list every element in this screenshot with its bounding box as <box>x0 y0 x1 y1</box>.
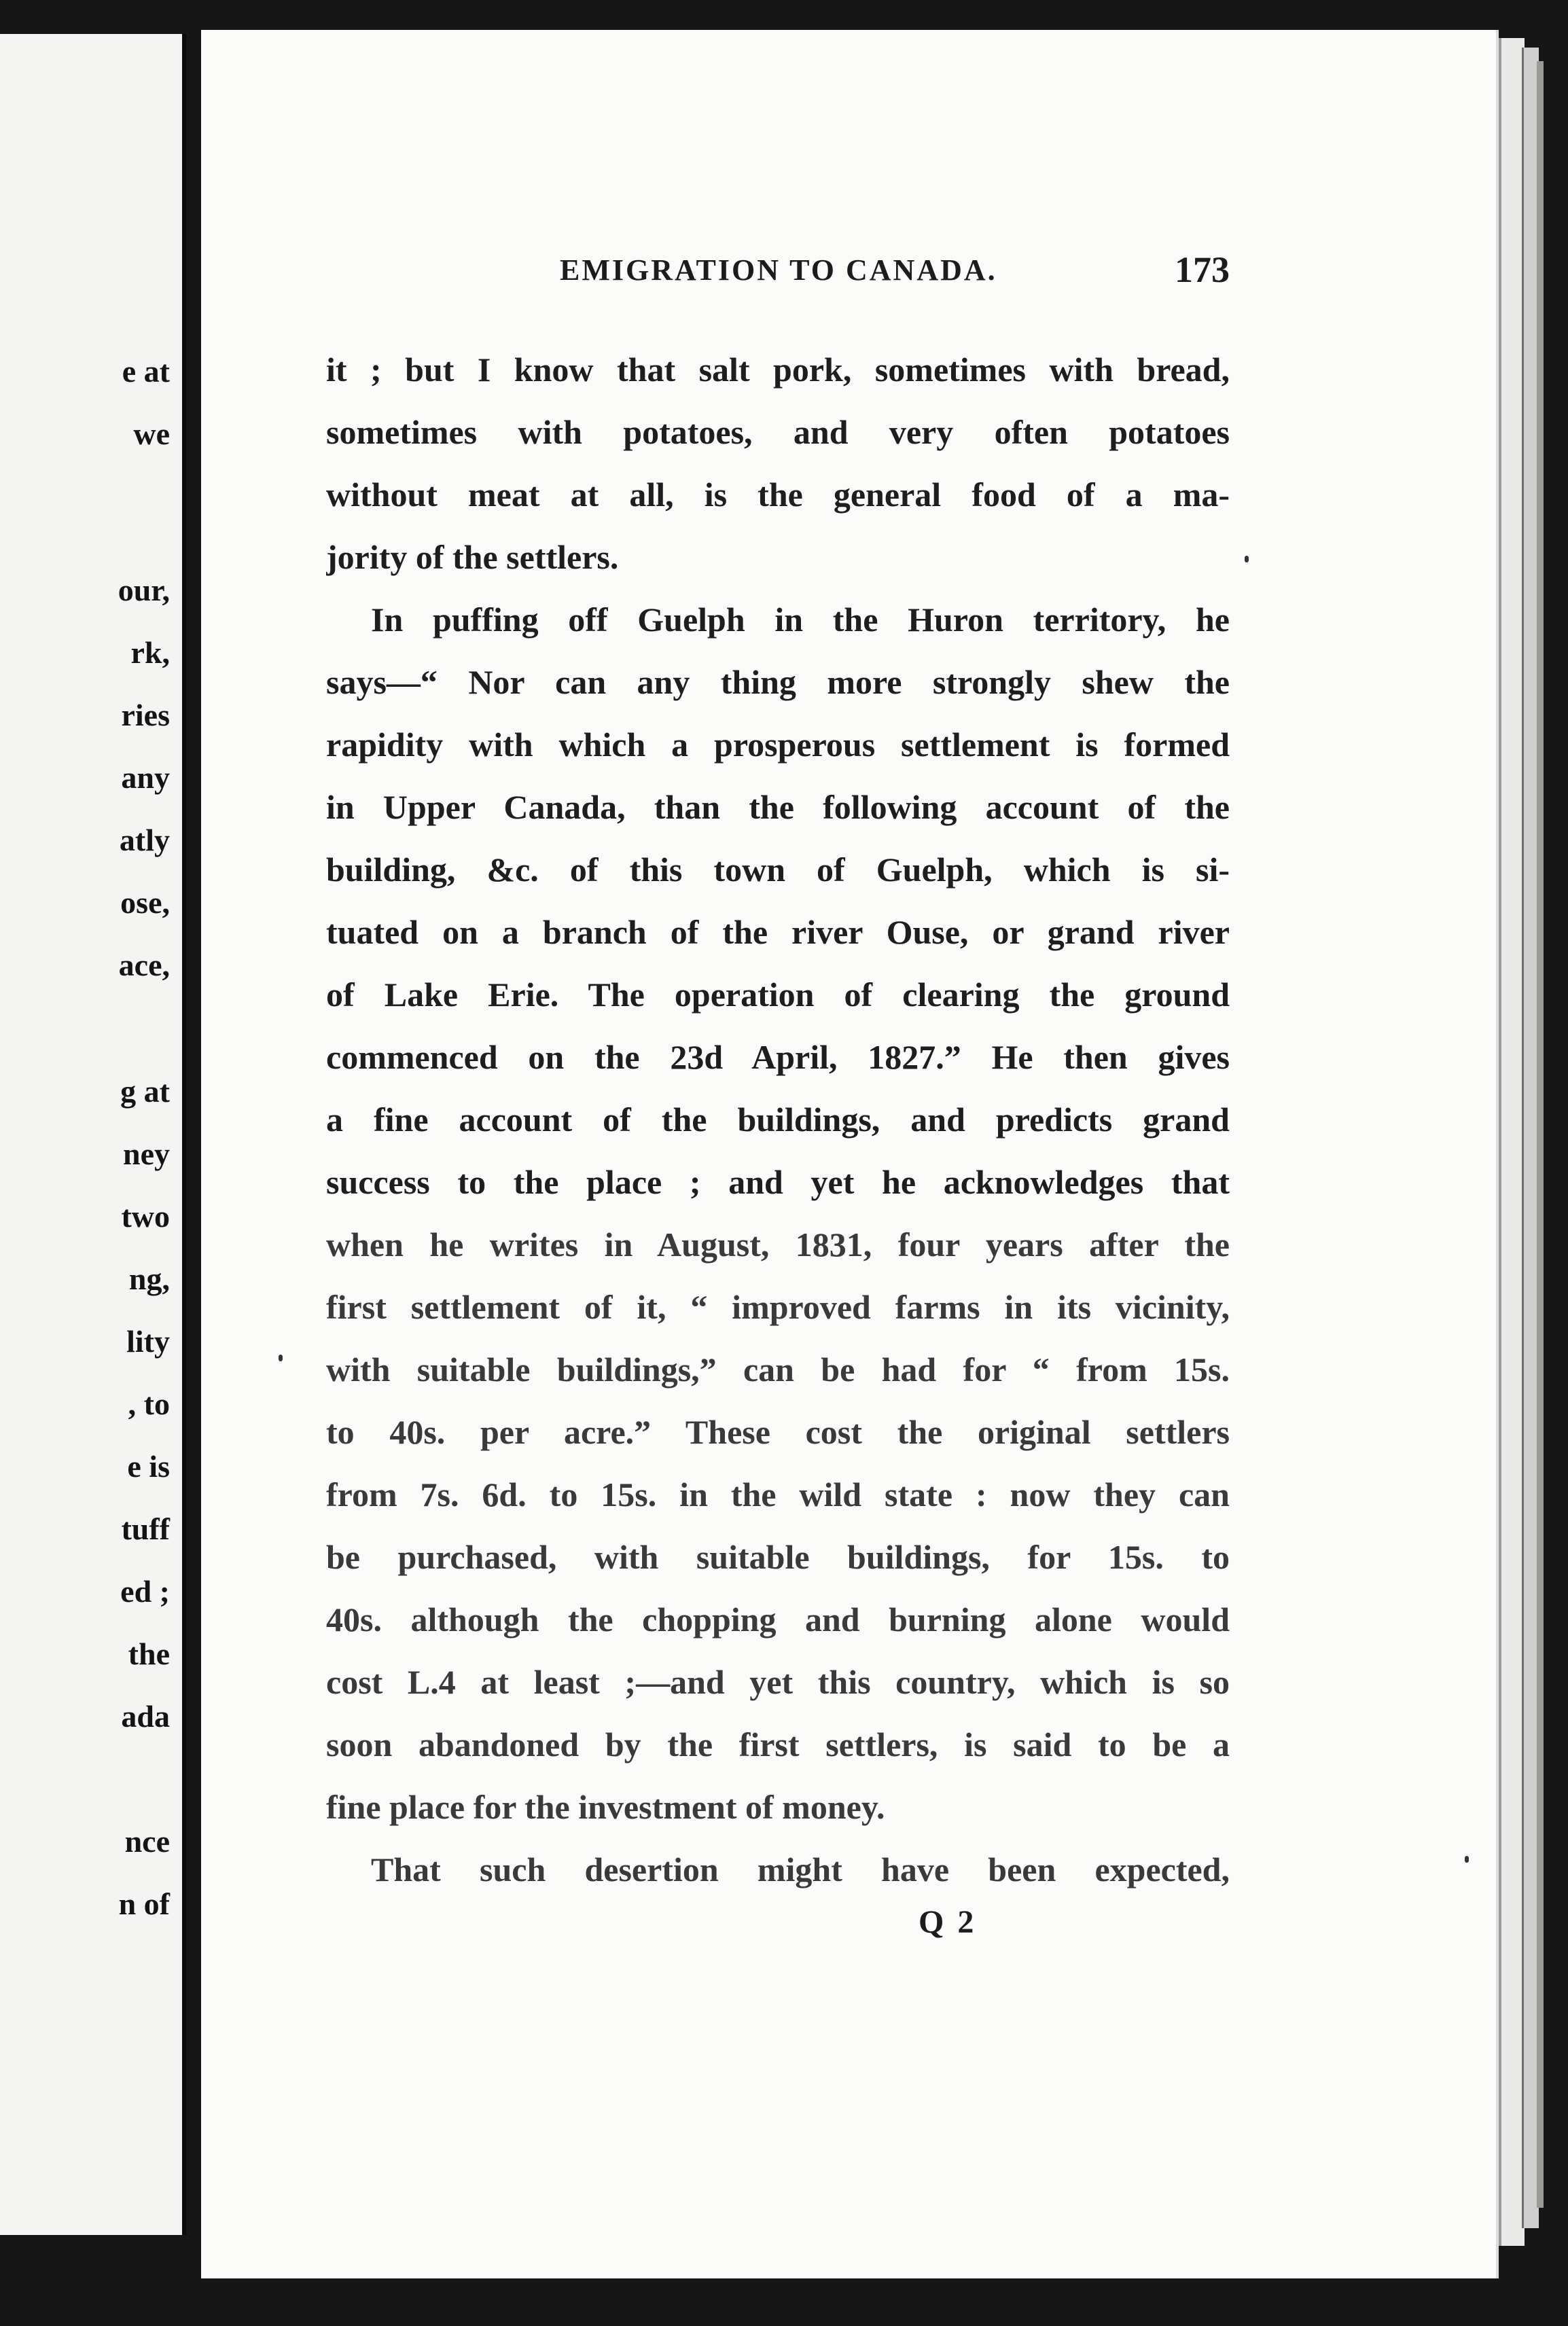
facing-line: atly <box>119 823 170 857</box>
facing-line: tuff <box>121 1511 170 1546</box>
text-line: from 7s. 6d. to 15s. in the wild state : now they can <box>326 1475 1230 1514</box>
text-line: with suitable buildings,” can be had for “ from 15s. <box>326 1350 1230 1389</box>
text-line: building, &c. of this town of Guelph, which is si- <box>326 851 1230 889</box>
text-line: without meat at all, is the general food of a ma- <box>326 476 1230 514</box>
text-line: fine place for the investment of money. <box>326 1788 885 1826</box>
facing-line: ng, <box>128 1262 170 1296</box>
text-line: 40s. although the chopping and burning alone would <box>326 1600 1230 1639</box>
text-line: to 40s. per acre.” These cost the original settlers <box>326 1413 1230 1451</box>
text-line: tuated on a branch of the river Ouse, or grand river <box>326 913 1230 951</box>
text-line: it ; but I know that salt pork, sometimes with bread, <box>326 351 1230 389</box>
facing-page-fragment <box>0 34 186 2235</box>
facing-line: we <box>133 416 170 451</box>
text-line: says—“ Nor can any thing more strongly shew the <box>326 663 1230 701</box>
page-body <box>326 338 1230 1901</box>
page-number: 173 <box>1175 249 1230 290</box>
text-line: be purchased, with suitable buildings, for 15s. to <box>326 1538 1230 1576</box>
running-head: EMIGRATION TO CANADA. <box>560 253 997 287</box>
facing-line: e at <box>122 354 170 389</box>
facing-line: rk, <box>130 635 170 670</box>
facing-line: ose, <box>120 885 170 920</box>
text-line: when he writes in August, 1831, four years after the <box>326 1225 1230 1264</box>
text-line: rapidity with which a prosperous settlement is formed <box>326 726 1230 764</box>
facing-line: our, <box>118 573 170 607</box>
facing-line: the <box>128 1636 170 1671</box>
text-line: a fine account of the buildings, and predicts grand <box>326 1101 1230 1139</box>
page-edge <box>1499 38 1525 2246</box>
text-line: commenced on the 23d April, 1827.” He then gives <box>326 1038 1230 1076</box>
page-edge <box>1537 61 1544 2208</box>
text-line: cost L.4 at least ;—and yet this country, which is so <box>326 1663 1230 1701</box>
facing-line: any <box>121 760 170 795</box>
facing-line: ries <box>121 698 170 732</box>
facing-line: nce <box>124 1824 170 1859</box>
text-line: first settlement of it, “ improved farms in its vicinity, <box>326 1288 1230 1326</box>
text-line: of Lake Erie. The operation of clearing the ground <box>326 976 1230 1014</box>
facing-line: ace, <box>118 948 170 982</box>
ink-speck <box>1465 1856 1469 1863</box>
text-line: soon abandoned by the first settlers, is said to be a <box>326 1725 1230 1764</box>
facing-line: , to <box>128 1386 170 1421</box>
text-line: success to the place ; and yet he acknowledges that <box>326 1163 1230 1201</box>
signature-mark: Q 2 <box>919 1904 977 1940</box>
facing-line: g at <box>120 1074 170 1109</box>
ink-speck <box>1245 556 1249 562</box>
paragraph-start-line: In puffing off Guelph in the Huron territory, he <box>371 601 1230 639</box>
facing-line: lity <box>126 1324 170 1359</box>
facing-line: e is <box>127 1449 170 1484</box>
facing-line: ney <box>123 1137 170 1171</box>
facing-line: n of <box>118 1886 170 1921</box>
facing-line: ed ; <box>120 1574 170 1609</box>
text-line: in Upper Canada, than the following account of the <box>326 788 1230 826</box>
text-line: jority of the settlers. <box>326 538 619 576</box>
facing-line: two <box>121 1199 170 1234</box>
ink-speck <box>279 1355 283 1361</box>
paragraph-start-line: That such desertion might have been expected, <box>371 1850 1230 1889</box>
facing-line: ada <box>121 1699 170 1734</box>
text-line: sometimes with potatoes, and very often potatoes <box>326 413 1230 451</box>
page-header <box>336 249 1230 307</box>
